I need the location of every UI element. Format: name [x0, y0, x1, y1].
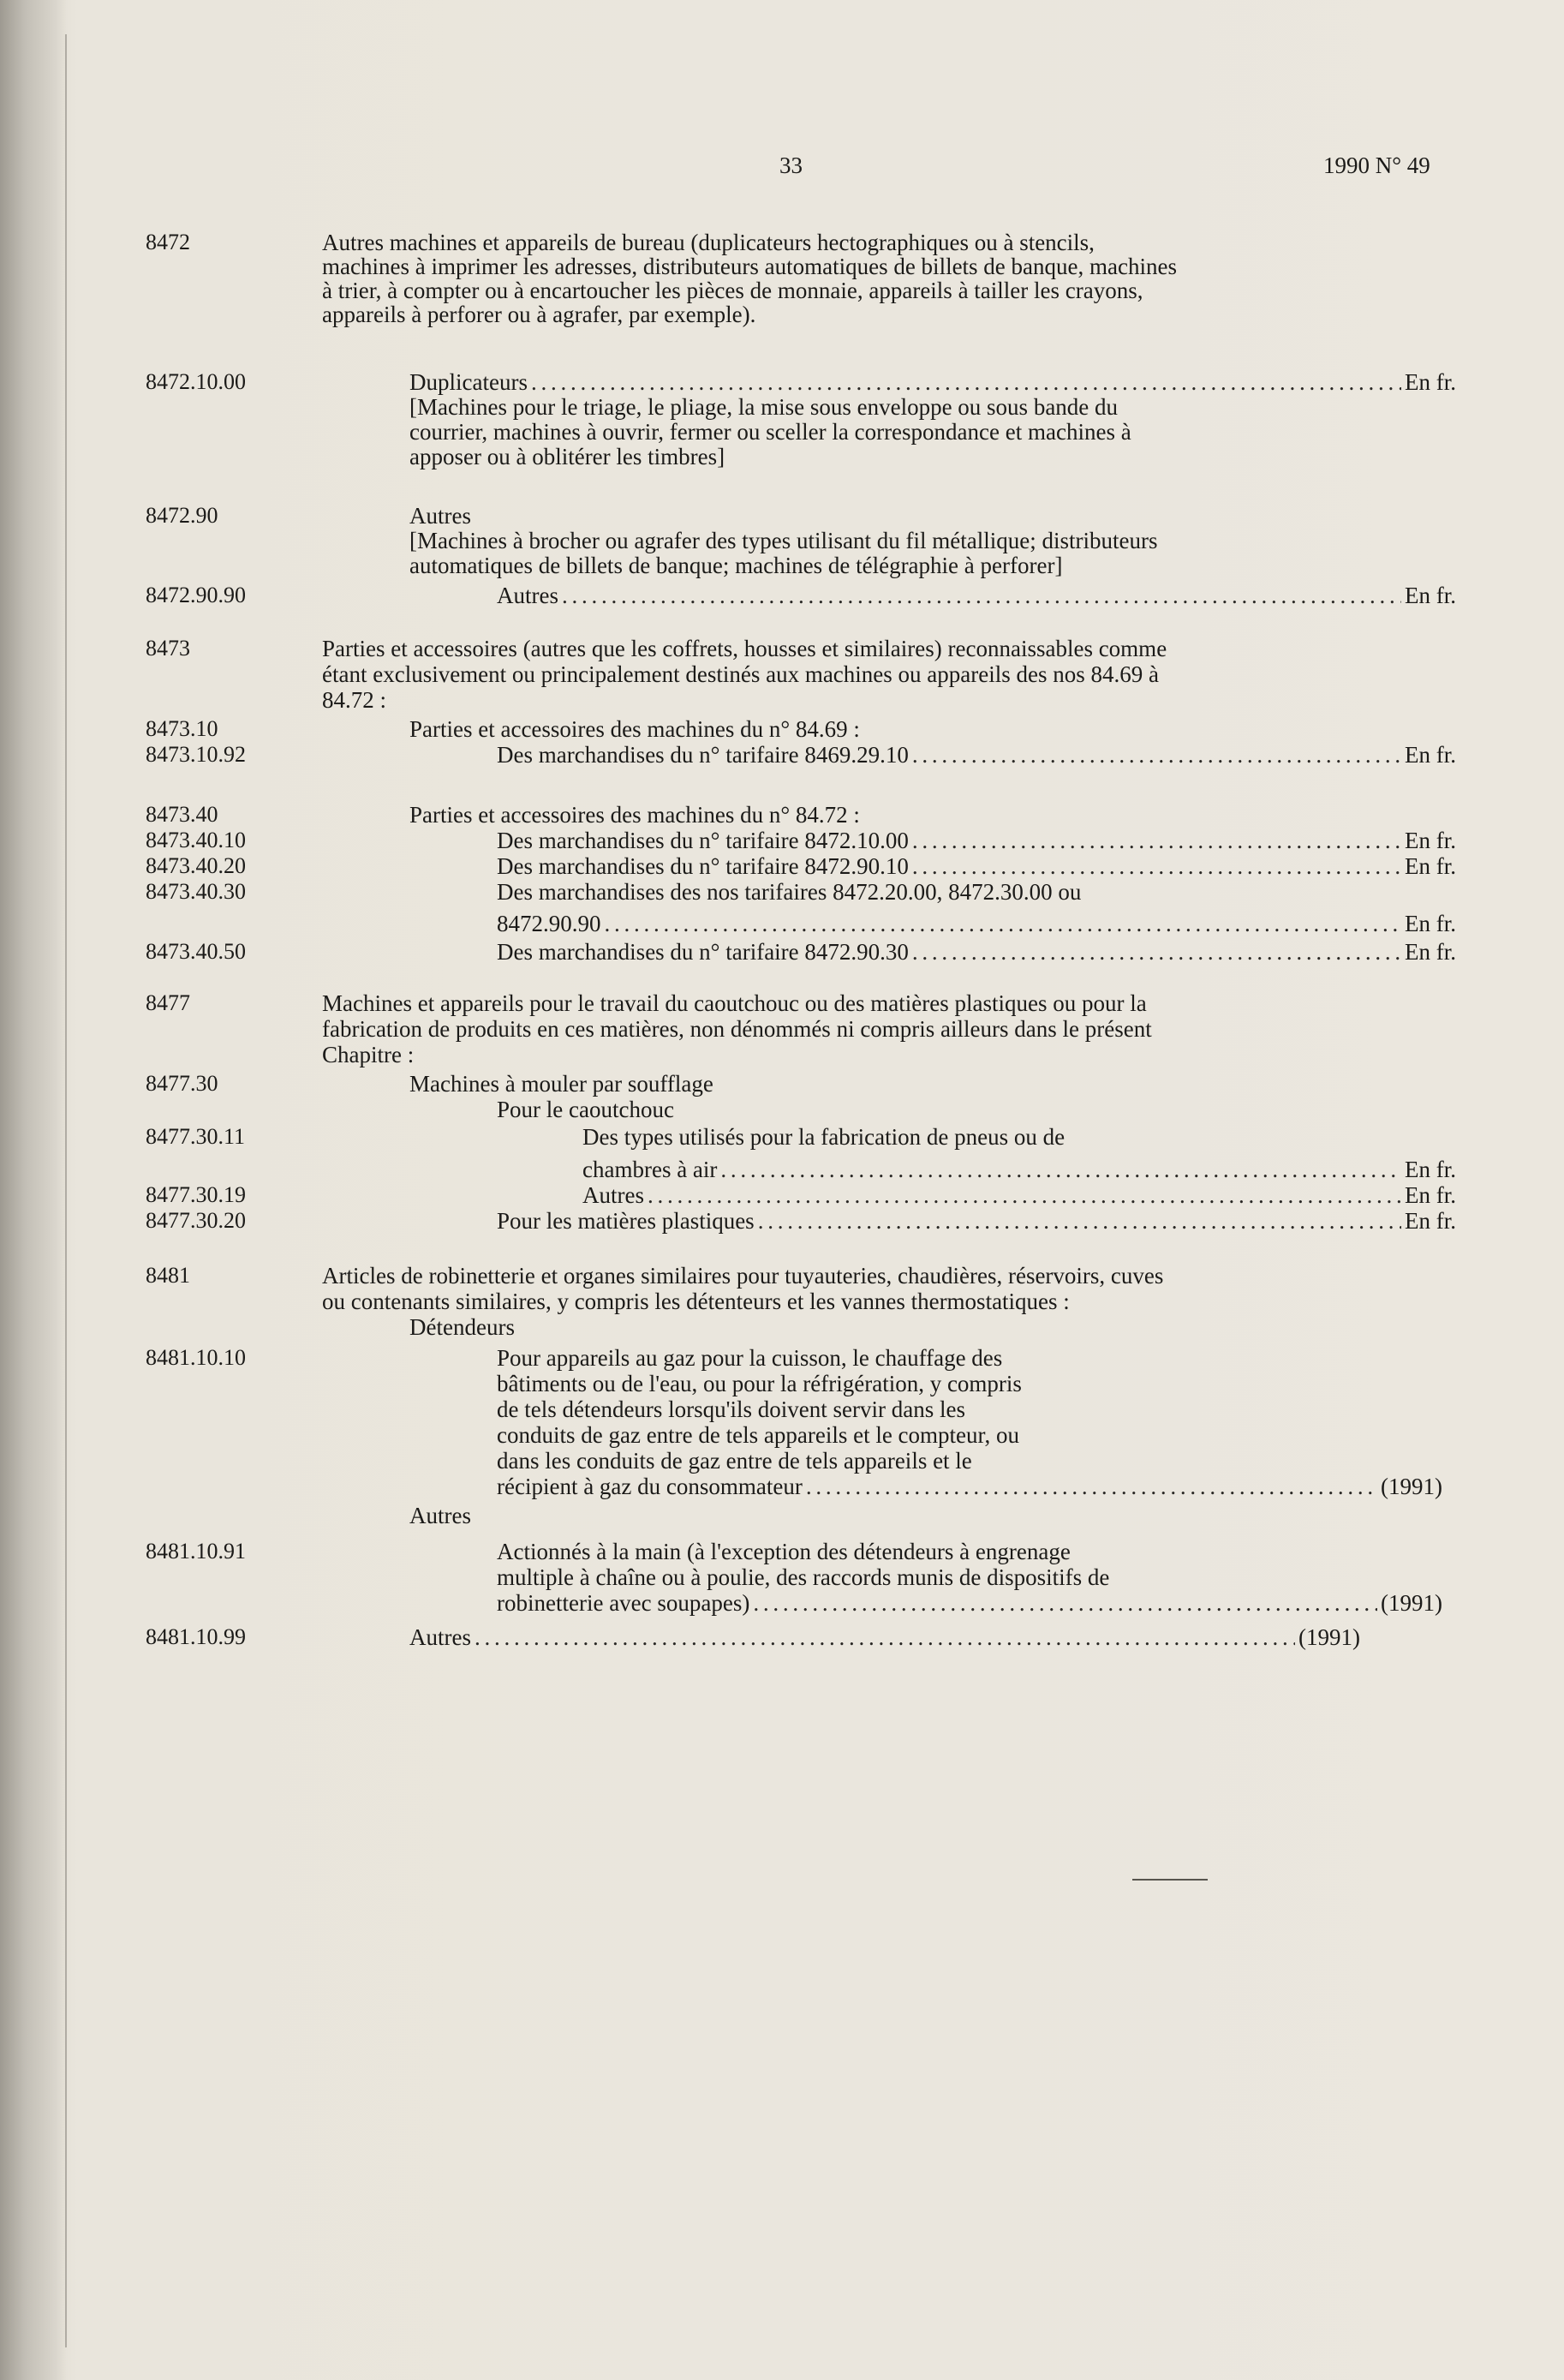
tariff-row: [497, 742, 1456, 768]
rate: En fr.: [1405, 583, 1456, 608]
tariff-code: 8477.30.19: [146, 1182, 246, 1207]
leader-dots: [753, 1590, 1377, 1616]
leader-dots: [562, 583, 1401, 608]
leader-dots: [648, 1182, 1401, 1208]
tariff-code: 8473.40.10: [146, 828, 246, 852]
tariff-code: 8472.90: [146, 503, 218, 528]
item-label: Autres: [497, 583, 558, 608]
item-label: Autres: [582, 1182, 644, 1208]
note-text: automatiques de billets de banque; machines de télégraphie à perforer]: [409, 553, 1063, 578]
rate: (1991): [1381, 1590, 1442, 1616]
tariff-row: [497, 828, 1456, 853]
tariff-code: 8481.10.10: [146, 1345, 246, 1370]
tariff-code: 8481.10.91: [146, 1539, 246, 1564]
tariff-row: [409, 1624, 1360, 1650]
rate: (1991): [1298, 1624, 1360, 1650]
item-label: conduits de gaz entre de tels appareils et le compteur, ou: [497, 1422, 1019, 1448]
leader-dots: [758, 1208, 1401, 1234]
heading-text: machines à imprimer les adresses, distributeurs automatiques de billets de banque, machines: [322, 254, 1177, 279]
rate: En fr.: [1405, 1208, 1456, 1234]
rate: En fr.: [1405, 939, 1456, 965]
item-label: Actionnés à la main (à l'exception des détendeurs à engrenage: [497, 1539, 1071, 1564]
tariff-row: [497, 853, 1456, 879]
tariff-row: [582, 1182, 1456, 1208]
tariff-code: 8473.40.20: [146, 853, 246, 878]
leader-dots: [605, 911, 1402, 936]
item-label: Pour appareils au gaz pour la cuisson, le chauffage des: [497, 1345, 1003, 1371]
item-label: Autres: [409, 1624, 471, 1650]
subheading-text: Parties et accessoires des machines du n° 84.69 :: [409, 716, 860, 742]
closing-rule: [1132, 1879, 1208, 1881]
heading-text: appareils à perforer ou à agrafer, par exemple).: [322, 302, 756, 327]
tariff-code: 8473.40.50: [146, 939, 246, 964]
tariff-row: [497, 583, 1456, 608]
leader-dots: [912, 742, 1401, 768]
tariff-code: 8477.30: [146, 1071, 218, 1096]
heading-text: 84.72 :: [322, 687, 387, 713]
leader-dots: [531, 369, 1401, 395]
item-label: récipient à gaz du consommateur: [497, 1474, 803, 1499]
tariff-code: 8473.40.30: [146, 879, 246, 904]
page-number: 33: [779, 152, 803, 178]
subheading-text: Autres: [409, 1503, 471, 1528]
tariff-row: [497, 1474, 1442, 1499]
tariff-code: 8473: [146, 636, 190, 661]
item-label: dans les conduits de gaz entre de tels appareils et le: [497, 1448, 972, 1474]
tariff-row: [497, 1590, 1442, 1616]
tariff-row: [497, 911, 1456, 936]
tariff-code: 8472.10.00: [146, 369, 246, 394]
leader-dots: [912, 939, 1401, 965]
item-label: Des marchandises du n° tarifaire 8469.29.10: [497, 742, 909, 768]
item-label: 8472.90.90: [497, 911, 601, 936]
item-label: multiple à chaîne ou à poulie, des raccords munis de dispositifs de: [497, 1564, 1110, 1590]
leader-dots: [806, 1474, 1377, 1499]
rate: En fr.: [1405, 1157, 1456, 1182]
subheading-text: Détendeurs: [409, 1314, 515, 1340]
tariff-row: [582, 1157, 1456, 1182]
heading-text: ou contenants similaires, y compris les détenteurs et les vannes thermostatiques :: [322, 1289, 1070, 1314]
heading-text: Autres machines et appareils de bureau (duplicateurs hectographiques ou à stencils,: [322, 230, 1095, 255]
item-label: chambres à air: [582, 1157, 718, 1182]
heading-text: Machines et appareils pour le travail du caoutchouc ou des matières plastiques ou pour la: [322, 990, 1147, 1016]
rate: En fr.: [1405, 911, 1456, 936]
heading-text: étant exclusivement ou principalement destinés aux machines ou appareils des nos 84.69 à: [322, 661, 1159, 687]
rate: En fr.: [1405, 853, 1456, 879]
leader-dots: [720, 1157, 1401, 1182]
heading-text: Parties et accessoires (autres que les coffrets, housses et similaires) reconnaissables comme: [322, 636, 1167, 661]
subheading-text: Parties et accessoires des machines du n° 84.72 :: [409, 802, 860, 828]
rate: En fr.: [1405, 369, 1456, 395]
item-label: Des types utilisés pour la fabrication de pneus ou de: [582, 1124, 1066, 1150]
binding-edge: [65, 34, 67, 2347]
subheading-text: Machines à mouler par soufflage: [409, 1071, 713, 1097]
tariff-code: 8477: [146, 990, 190, 1015]
tariff-code: 8477.30.11: [146, 1124, 246, 1149]
heading-text: Articles de robinetterie et organes similaires pour tuyauteries, chaudières, réservoirs, cuves: [322, 1263, 1164, 1289]
page-binding-shadow: [0, 0, 67, 2380]
tariff-code: 8473.10.92: [146, 742, 246, 767]
tariff-code: 8473.10: [146, 716, 218, 741]
leader-dots: [475, 1624, 1295, 1650]
tariff-code: 8481: [146, 1263, 190, 1288]
note-text: apposer ou à oblitérer les timbres]: [409, 444, 725, 469]
heading-text: Chapitre :: [322, 1042, 415, 1067]
item-label: Des marchandises du n° tarifaire 8472.10.00: [497, 828, 909, 853]
subheading-text: Pour le caoutchouc: [497, 1097, 674, 1122]
note-text: courrier, machines à ouvrir, fermer ou sceller la correspondance et machines à: [409, 419, 1131, 445]
issue-reference: 1990 N° 49: [1323, 152, 1430, 178]
tariff-code: 8472.90.90: [146, 583, 246, 607]
tariff-code: 8473.40: [146, 802, 218, 827]
item-label: Autres: [409, 503, 471, 529]
item-label: Duplicateurs: [409, 369, 528, 395]
item-label: Des marchandises des nos tarifaires 8472.20.00, 8472.30.00 ou: [497, 879, 1082, 905]
item-label: Des marchandises du n° tarifaire 8472.90.10: [497, 853, 909, 879]
item-label: robinetterie avec soupapes): [497, 1590, 750, 1616]
rate: En fr.: [1405, 742, 1456, 768]
note-text: [Machines à brocher ou agrafer des types utilisant du fil métallique; distributeurs: [409, 528, 1158, 553]
item-label: Des marchandises du n° tarifaire 8472.90.30: [497, 939, 909, 965]
tariff-row: [497, 939, 1456, 965]
rate: En fr.: [1405, 1182, 1456, 1208]
tariff-code: 8477.30.20: [146, 1208, 246, 1233]
item-label: Pour les matières plastiques: [497, 1208, 755, 1234]
heading-text: à trier, à compter ou à encartoucher les pièces de monnaie, appareils à tailler les crayons,: [322, 278, 1143, 303]
tariff-code: 8481.10.99: [146, 1624, 246, 1649]
rate: En fr.: [1405, 828, 1456, 853]
item-label: de tels détendeurs lorsqu'ils doivent servir dans les: [497, 1396, 966, 1422]
rate: (1991): [1381, 1474, 1442, 1499]
tariff-row: [497, 1208, 1456, 1234]
leader-dots: [912, 828, 1401, 853]
item-label: bâtiments ou de l'eau, ou pour la réfrigération, y compris: [497, 1371, 1022, 1396]
tariff-row: [409, 369, 1456, 395]
tariff-code: 8472: [146, 230, 190, 254]
note-text: [Machines pour le triage, le pliage, la mise sous enveloppe ou sous bande du: [409, 394, 1119, 420]
heading-text: fabrication de produits en ces matières, non dénommés ni compris ailleurs dans le présent: [322, 1016, 1152, 1042]
leader-dots: [912, 853, 1401, 879]
